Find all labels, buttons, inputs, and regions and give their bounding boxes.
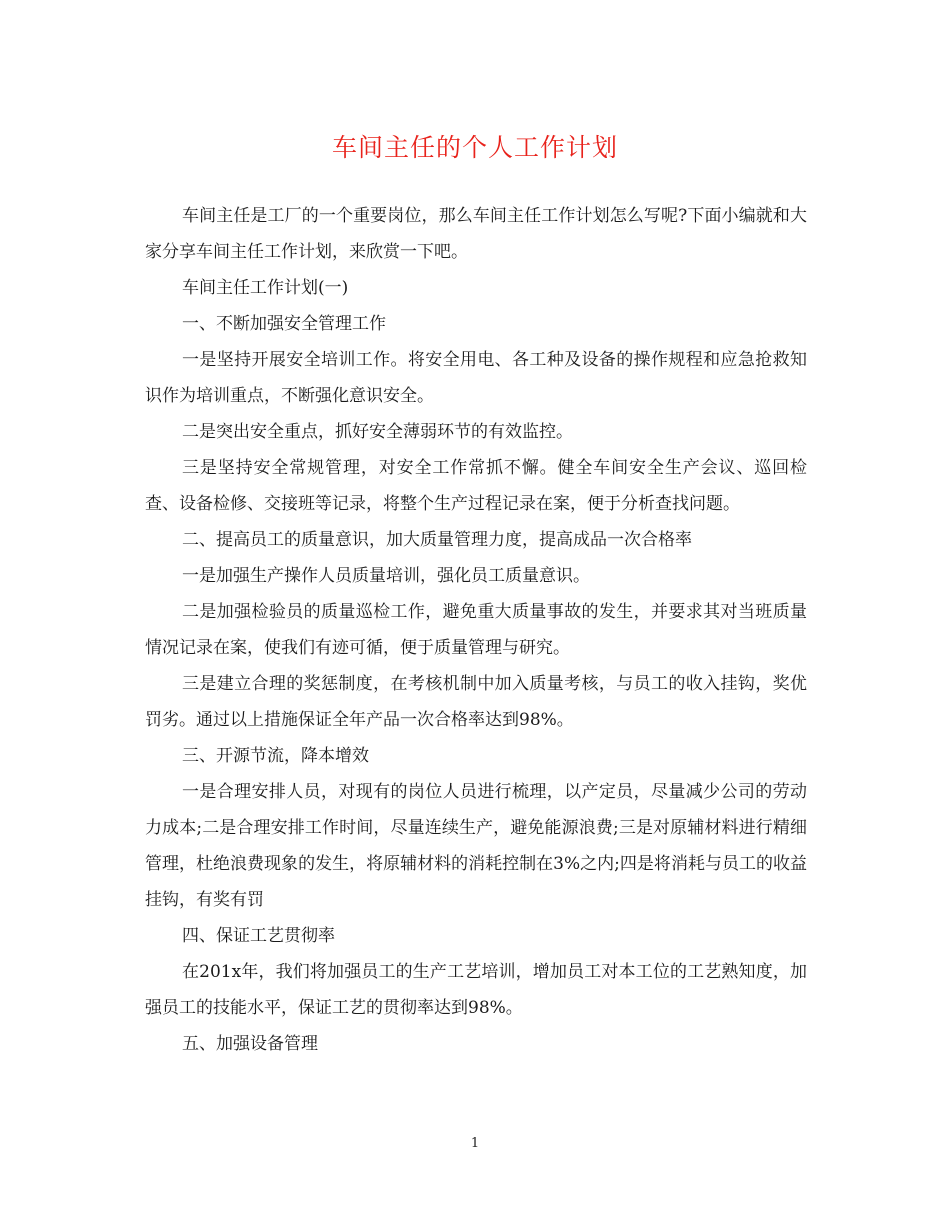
document-body: [145, 198, 807, 1062]
paragraph: 一是加强生产操作人员质量培训，强化员工质量意识。: [182, 566, 590, 586]
paragraph: 在201x年，我们将加强员工的生产工艺培训，增加员工对本工位的工艺熟知度，加强员工的技能水平，保证工艺的贯彻率达到98%。: [145, 962, 807, 1018]
section-heading-quality: 二、提高员工的质量意识，加大质量管理力度，提高成品一次合格率: [182, 530, 692, 550]
section-heading-cost: 三、开源节流，降本增效: [182, 746, 369, 766]
paragraph: 三是坚持安全常规管理，对安全工作常抓不懈。健全车间安全生产会议、巡回检查、设备检修、交接班等记录，将整个生产过程记录在案，便于分析查找问题。: [145, 458, 807, 514]
page-number: 1: [470, 1136, 480, 1151]
section-heading-plan-1: 车间主任工作计划(一): [182, 278, 349, 298]
paragraph: 二是加强检验员的质量巡检工作，避免重大质量事故的发生，并要求其对当班质量情况记录在案，使我们有迹可循，便于质量管理与研究。: [145, 602, 807, 658]
paragraph: 一是合理安排人员，对现有的岗位人员进行梳理，以产定员，尽量减少公司的劳动力成本;二是合理安排工作时间，尽量连续生产，避免能源浪费;三是对原辅材料进行精细管理，杜绝浪费现象的发生，将原辅材料的消耗控制在3%之内;四是将消耗与员工的收益挂钩，有奖有罚: [145, 782, 807, 910]
section-heading-equipment: 五、加强设备管理: [182, 1034, 318, 1054]
paragraph: 三是建立合理的奖惩制度，在考核机制中加入质量考核，与员工的收入挂钩，奖优罚劣。通过以上措施保证全年产品一次合格率达到98%。: [145, 674, 807, 730]
paragraph: 二是突出安全重点，抓好安全薄弱环节的有效监控。: [182, 422, 573, 442]
section-heading-safety: 一、不断加强安全管理工作: [182, 314, 386, 334]
section-heading-process: 四、保证工艺贯彻率: [182, 926, 335, 946]
paragraph: 一是坚持开展安全培训工作。将安全用电、各工种及设备的操作规程和应急抢救知识作为培训重点，不断强化意识安全。: [145, 350, 807, 406]
document-title: 车间主任的个人工作计划: [331, 133, 618, 162]
paragraph-intro: 车间主任是工厂的一个重要岗位，那么车间主任工作计划怎么写呢?下面小编就和大家分享车间主任工作计划，来欣赏一下吧。: [145, 206, 807, 262]
